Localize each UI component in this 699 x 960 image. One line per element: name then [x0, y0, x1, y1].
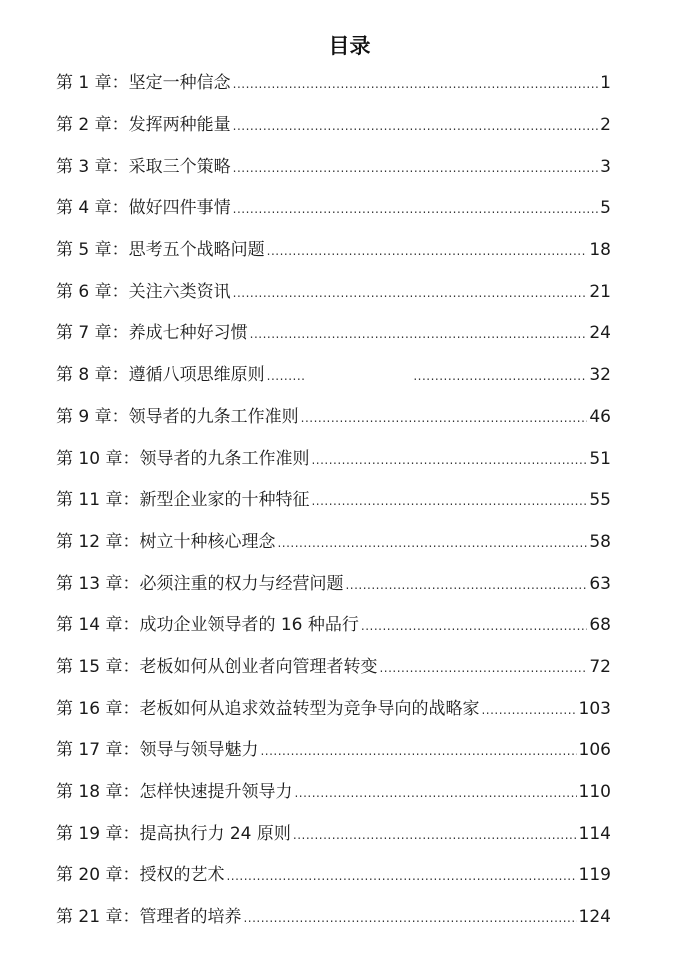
toc-entry-page: 110 — [578, 782, 611, 802]
toc-entry-chapter: 第 3 章：采取三个策略 — [56, 157, 231, 177]
toc-entry-page: 51 — [589, 449, 611, 469]
toc-entry[interactable] — [56, 906, 611, 928]
toc-entry-page: 3 — [600, 157, 611, 177]
toc-leader-dots — [481, 699, 576, 721]
toc-entry[interactable] — [56, 531, 611, 553]
toc-entry-page: 72 — [589, 657, 611, 677]
toc-leader-dots — [277, 532, 587, 554]
toc-leader-dots — [294, 782, 576, 804]
toc-entry[interactable] — [56, 448, 611, 470]
toc-entry-chapter: 第 8 章：遵循八项思维原则 — [56, 365, 265, 385]
toc-entry-page: 106 — [578, 740, 611, 760]
toc-entry-chapter: 第 16 章：老板如何从追求效益转型为竞争导向的战略家 — [56, 699, 480, 719]
toc-entry-page: 68 — [589, 615, 611, 635]
toc-leader-dots — [267, 240, 588, 262]
toc-entry-page: 18 — [589, 240, 611, 260]
toc-entry-chapter: 第 5 章：思考五个战略问题 — [56, 240, 265, 260]
toc-leader-dots — [226, 865, 576, 887]
toc-entry[interactable] — [56, 406, 611, 428]
toc-entry-page: 46 — [589, 407, 611, 427]
toc-entry-page: 124 — [578, 907, 611, 927]
toc-entry-chapter: 第 14 章：成功企业领导者的 16 种品行 — [56, 615, 359, 635]
toc-entry-chapter: 第 17 章：领导与领导魅力 — [56, 740, 259, 760]
toc-entry-page: 63 — [589, 574, 611, 594]
toc-entry-chapter: 第 20 章：授权的艺术 — [56, 865, 225, 885]
toc-entry-chapter: 第 6 章：关注六类资讯 — [56, 282, 231, 302]
toc-entry-page: 103 — [578, 699, 611, 719]
toc-entry-page: 24 — [589, 323, 611, 343]
toc-leader-dots — [345, 574, 587, 596]
toc-leader-dots — [233, 115, 599, 137]
toc-entry[interactable] — [56, 239, 611, 261]
toc-entry-page: 5 — [600, 198, 611, 218]
toc-entry-chapter: 第 12 章：树立十种核心理念 — [56, 532, 276, 552]
toc-entry[interactable] — [56, 614, 611, 636]
toc-entry-chapter: 第 19 章：提高执行力 24 原则 — [56, 824, 291, 844]
toc-entry[interactable] — [56, 656, 611, 678]
toc-leader-dots — [243, 907, 576, 929]
toc-leader-dots — [379, 657, 587, 679]
toc-entry-page: 58 — [589, 532, 611, 552]
toc-leader-dots — [233, 73, 599, 95]
toc-entry[interactable] — [56, 281, 611, 303]
toc-entry-page: 1 — [600, 73, 611, 93]
toc-entry[interactable] — [56, 781, 611, 803]
toc-leader-dots — [260, 740, 576, 762]
toc-entry[interactable] — [56, 489, 611, 511]
toc-leader-dots — [233, 198, 599, 220]
toc-entry[interactable] — [56, 823, 611, 845]
toc-entry-page: 114 — [578, 824, 611, 844]
toc-entry-chapter: 第 7 章：养成七种好习惯 — [56, 323, 248, 343]
toc-entry[interactable] — [56, 698, 611, 720]
toc-leader-dots — [311, 449, 587, 471]
toc-leader-dots — [250, 323, 588, 345]
toc-entry[interactable] — [56, 197, 611, 219]
toc-entry[interactable] — [56, 739, 611, 761]
toc-leader-dots — [361, 615, 587, 637]
toc-entry-chapter: 第 15 章：老板如何从创业者向管理者转变 — [56, 657, 378, 677]
toc-leader-dots — [301, 407, 588, 429]
toc-entry[interactable] — [56, 864, 611, 886]
toc-entry[interactable] — [56, 114, 611, 136]
toc-entry-chapter: 第 10 章：领导者的九条工作准则 — [56, 449, 310, 469]
toc-entry-chapter: 第 2 章：发挥两种能量 — [56, 115, 231, 135]
toc-leader-dots — [267, 365, 588, 387]
toc-entry-chapter: 第 4 章：做好四件事情 — [56, 198, 231, 218]
toc-entry-chapter: 第 13 章：必须注重的权力与经营问题 — [56, 574, 344, 594]
toc-leader-dots — [233, 282, 588, 304]
toc-entry-chapter: 第 9 章：领导者的九条工作准则 — [56, 407, 299, 427]
toc-leader-dots — [293, 824, 577, 846]
toc-entry-chapter: 第 18 章：怎样快速提升领导力 — [56, 782, 293, 802]
toc-leader-dots — [233, 157, 599, 179]
toc-entry-chapter: 第 1 章：坚定一种信念 — [56, 73, 231, 93]
toc-entry-page: 2 — [600, 115, 611, 135]
toc-entry-chapter: 第 11 章：新型企业家的十种特征 — [56, 490, 310, 510]
toc-entry-page: 32 — [589, 365, 611, 385]
toc-entry-chapter: 第 21 章：管理者的培养 — [56, 907, 242, 927]
toc-entry[interactable] — [56, 573, 611, 595]
toc-entry-page: 21 — [589, 282, 611, 302]
toc-entry[interactable] — [56, 364, 611, 386]
toc-entry[interactable] — [56, 322, 611, 344]
toc-entry[interactable] — [56, 72, 611, 94]
toc-entry-page: 119 — [578, 865, 611, 885]
toc-entry-page: 55 — [589, 490, 611, 510]
toc-title: 目录 — [328, 34, 371, 58]
toc-leader-dots — [311, 490, 587, 512]
toc-entry[interactable] — [56, 156, 611, 178]
